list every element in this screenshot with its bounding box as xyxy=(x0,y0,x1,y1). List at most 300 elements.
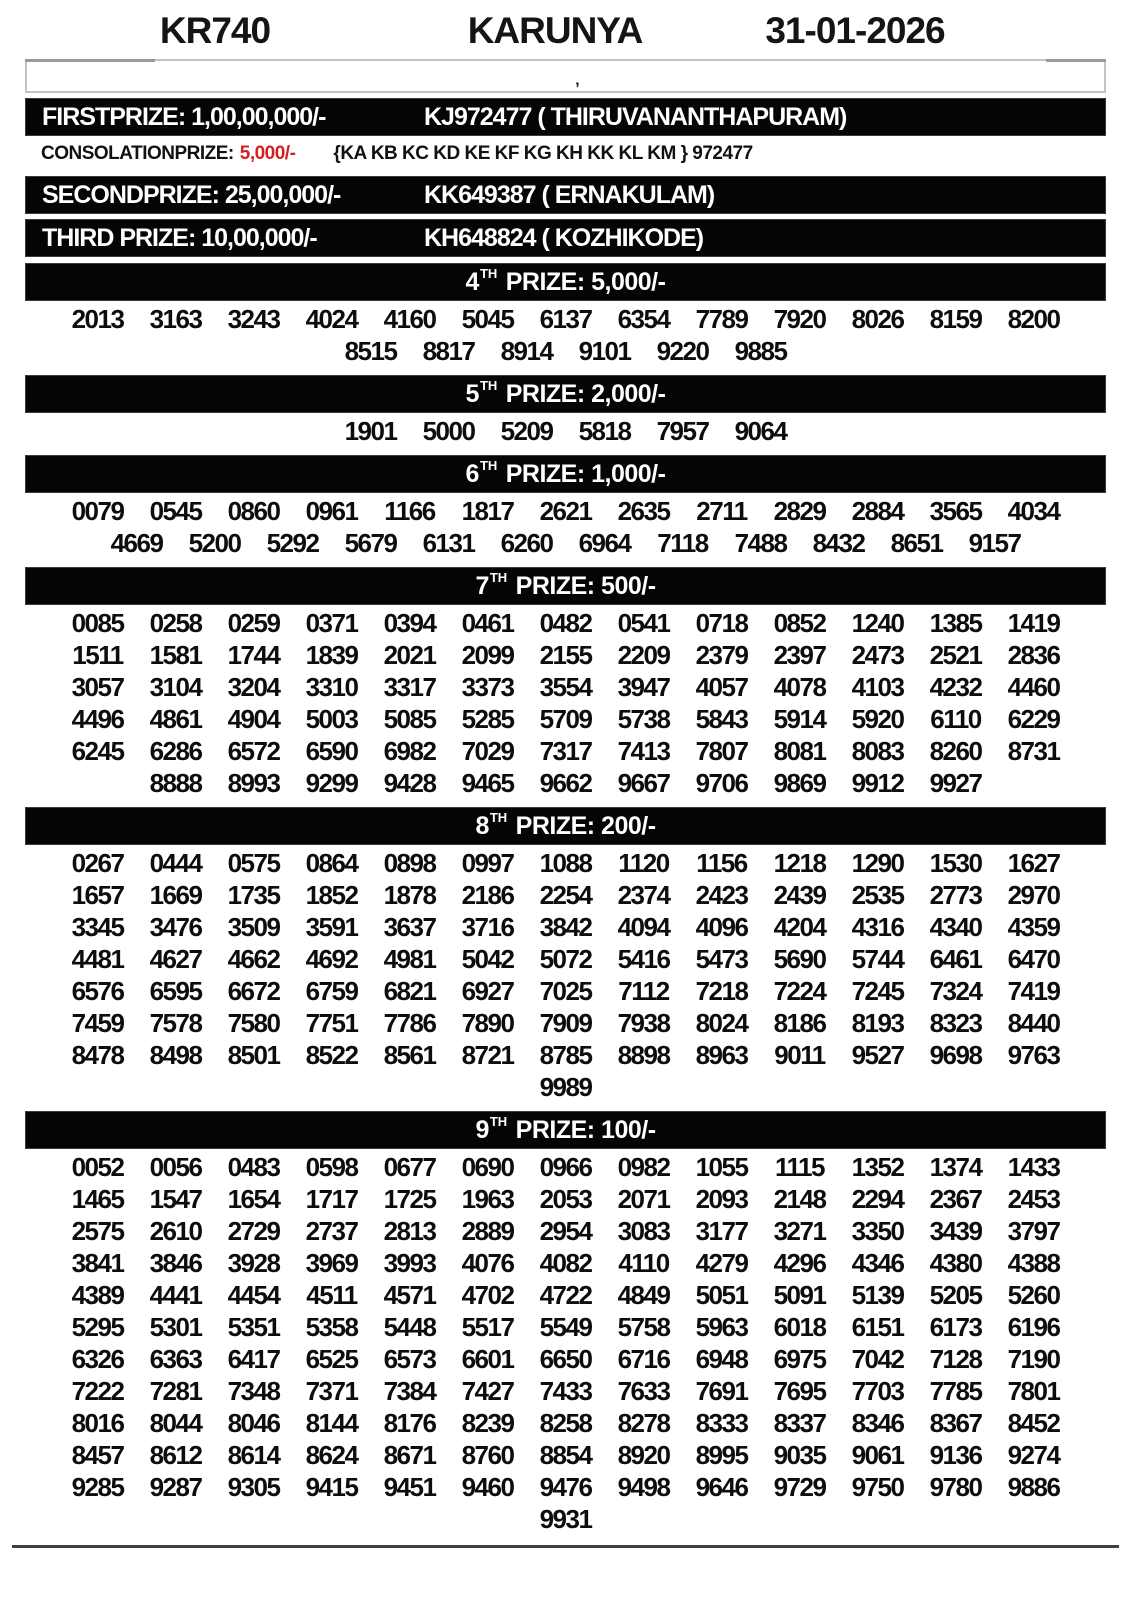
number-row xyxy=(0,303,1131,335)
number-row xyxy=(0,943,1131,975)
prize-number: 6196 xyxy=(1007,1312,1060,1342)
prize-number: 9886 xyxy=(1007,1472,1060,1502)
prize-number: 6672 xyxy=(227,976,280,1006)
prize-number: 7224 xyxy=(773,976,826,1006)
prize-ordinal-suffix: TH xyxy=(489,809,508,825)
prize-number: 8044 xyxy=(149,1408,202,1438)
prize-number: 6821 xyxy=(383,976,436,1006)
number-row xyxy=(0,1151,1131,1183)
prize-title-amount: PRIZE: 500/- xyxy=(509,571,656,600)
prize-6th-numbers xyxy=(0,493,1131,561)
prize-number: 3439 xyxy=(929,1216,982,1246)
prize-number: 5351 xyxy=(227,1312,280,1342)
prize-number: 2155 xyxy=(539,640,592,670)
prize-number: 4078 xyxy=(773,672,826,702)
prize-number: 6590 xyxy=(305,736,358,766)
prize-number: 1088 xyxy=(539,848,592,878)
prize-number: 8920 xyxy=(617,1440,670,1470)
prize-number: 2737 xyxy=(305,1216,358,1246)
prize-number: 2374 xyxy=(617,880,670,910)
prize-number: 1657 xyxy=(71,880,124,910)
prize-number: 6975 xyxy=(773,1344,826,1374)
prize-number: 8854 xyxy=(539,1440,592,1470)
prize-number: 2053 xyxy=(539,1184,592,1214)
prize-number: 6363 xyxy=(149,1344,202,1374)
prize-number: 9780 xyxy=(929,1472,982,1502)
number-row xyxy=(0,847,1131,879)
prize-number: 7786 xyxy=(383,1008,436,1038)
prize-title-amount: PRIZE: 5,000/- xyxy=(499,267,666,296)
prize-section-9th xyxy=(0,1111,1131,1537)
prize-number: 7920 xyxy=(773,304,826,334)
prize-number: 0860 xyxy=(227,496,280,526)
prize-number: 1290 xyxy=(851,848,904,878)
prize-number: 6601 xyxy=(461,1344,514,1374)
prize-number: 3476 xyxy=(149,912,202,942)
prize-number: 7801 xyxy=(1007,1376,1060,1406)
prize-number: 9428 xyxy=(383,768,436,798)
prize-section-6th xyxy=(0,455,1131,561)
prize-number: 9662 xyxy=(539,768,592,798)
prize-number: 2575 xyxy=(71,1216,124,1246)
prize-number: 6245 xyxy=(71,736,124,766)
prize-number: 3310 xyxy=(305,672,358,702)
prize-number: 2836 xyxy=(1007,640,1060,670)
prize-number: 4034 xyxy=(1007,496,1060,526)
first-prize-bar xyxy=(25,98,1106,136)
prize-number: 9729 xyxy=(773,1472,826,1502)
prize-number: 6229 xyxy=(1007,704,1060,734)
prize-number: 2453 xyxy=(1007,1184,1060,1214)
prize-number: 5200 xyxy=(188,528,241,558)
prize-number: 6260 xyxy=(500,528,553,558)
prize-ordinal: 7 xyxy=(475,571,489,600)
prize-number: 4511 xyxy=(306,1280,357,1310)
prize-number: 7459 xyxy=(71,1008,124,1038)
second-prize-label: SECONDPRIZE: 25,00,000/- xyxy=(42,180,341,209)
prize-number: 3243 xyxy=(227,304,280,334)
prize-number: 1166 xyxy=(384,496,435,526)
number-row xyxy=(0,703,1131,735)
prize-number: 1240 xyxy=(851,608,904,638)
prize-number: 5072 xyxy=(539,944,592,974)
prize-number: 5051 xyxy=(695,1280,748,1310)
prize-number: 2813 xyxy=(383,1216,436,1246)
number-row xyxy=(0,1007,1131,1039)
prize-number: 3373 xyxy=(461,672,514,702)
prize-number: 8515 xyxy=(344,336,397,366)
prize-number: 1581 xyxy=(149,640,202,670)
prize-number: 8367 xyxy=(929,1408,982,1438)
prize-number: 1115 xyxy=(775,1152,824,1182)
prize-number: 1717 xyxy=(305,1184,358,1214)
prize-number: 8081 xyxy=(773,736,826,766)
prize-number: 4571 xyxy=(383,1280,436,1310)
prize-number: 8963 xyxy=(695,1040,748,1070)
prize-number: 7419 xyxy=(1007,976,1060,1006)
prize-number: 6137 xyxy=(539,304,592,334)
prize-number: 6286 xyxy=(149,736,202,766)
prize-number: 8612 xyxy=(149,1440,202,1470)
prize-number: 3057 xyxy=(71,672,124,702)
prize-number: 9035 xyxy=(773,1440,826,1470)
prize-number: 6573 xyxy=(383,1344,436,1374)
prize-8th-header xyxy=(25,807,1106,845)
prize-number: 5358 xyxy=(305,1312,358,1342)
prize-number: 9415 xyxy=(305,1472,358,1502)
number-row xyxy=(0,1071,1131,1103)
prize-number: 6572 xyxy=(227,736,280,766)
prize-number: 0444 xyxy=(149,848,202,878)
prize-number: 7785 xyxy=(929,1376,982,1406)
prize-number: 3177 xyxy=(695,1216,748,1246)
prize-number: 3204 xyxy=(227,672,280,702)
prize-ordinal-suffix: TH xyxy=(489,569,508,585)
prize-number: 9011 xyxy=(774,1040,825,1070)
prize-number: 7190 xyxy=(1007,1344,1060,1374)
prize-number: 3104 xyxy=(149,672,202,702)
consolation-prize-row xyxy=(25,136,1106,171)
prize-number: 3271 xyxy=(773,1216,826,1246)
prize-number: 8144 xyxy=(305,1408,358,1438)
prize-number: 3846 xyxy=(149,1248,202,1278)
prize-number: 8561 xyxy=(383,1040,436,1070)
prize-number: 8337 xyxy=(773,1408,826,1438)
prize-number: 2099 xyxy=(461,640,514,670)
prize-number: 8993 xyxy=(227,768,280,798)
prize-number: 7025 xyxy=(539,976,592,1006)
prize-number: 6927 xyxy=(461,976,514,1006)
prize-number: 9061 xyxy=(851,1440,904,1470)
prize-number: 4692 xyxy=(305,944,358,974)
prize-number: 7703 xyxy=(851,1376,904,1406)
prize-number: 4904 xyxy=(227,704,280,734)
prize-7th-numbers xyxy=(0,605,1131,801)
prize-number: 8914 xyxy=(500,336,553,366)
prize-number: 6470 xyxy=(1007,944,1060,974)
prize-number: 4346 xyxy=(851,1248,904,1278)
prize-number: 5963 xyxy=(695,1312,748,1342)
prize-number: 4702 xyxy=(461,1280,514,1310)
prize-number: 2889 xyxy=(461,1216,514,1246)
prize-number: 1744 xyxy=(227,640,280,670)
prize-number: 7691 xyxy=(695,1376,748,1406)
lottery-name: KARUNYA xyxy=(467,10,643,51)
prize-number: 2711 xyxy=(696,496,747,526)
prize-number: 7909 xyxy=(539,1008,592,1038)
prize-number: 7371 xyxy=(305,1376,358,1406)
prize-number: 6018 xyxy=(773,1312,826,1342)
number-row xyxy=(0,879,1131,911)
prize-number: 3797 xyxy=(1007,1216,1060,1246)
prize-number: 9927 xyxy=(929,768,982,798)
prize-number: 1385 xyxy=(929,608,982,638)
prize-number: 6759 xyxy=(305,976,358,1006)
prize-ordinal-suffix: TH xyxy=(479,265,498,281)
prize-number: 5003 xyxy=(305,704,358,734)
prize-number: 3083 xyxy=(617,1216,670,1246)
prize-6th-header xyxy=(25,455,1106,493)
prize-number: 2148 xyxy=(773,1184,826,1214)
consolation-amount: 5,000/- xyxy=(239,142,296,164)
prize-number: 4204 xyxy=(773,912,826,942)
number-row xyxy=(0,527,1131,559)
prize-number: 0718 xyxy=(695,608,748,638)
prize-number: 0898 xyxy=(383,848,436,878)
prize-number: 2970 xyxy=(1007,880,1060,910)
prize-number: 7938 xyxy=(617,1008,670,1038)
prize-number: 1725 xyxy=(383,1184,436,1214)
prize-number: 9763 xyxy=(1007,1040,1060,1070)
prize-number: 6110 xyxy=(930,704,981,734)
prize-number: 5914 xyxy=(773,704,826,734)
prize-number: 7128 xyxy=(929,1344,982,1374)
prize-number: 9698 xyxy=(929,1040,982,1070)
prize-number: 0545 xyxy=(149,496,202,526)
prize-number: 2186 xyxy=(461,880,514,910)
number-row xyxy=(0,1279,1131,1311)
prize-ordinal: 4 xyxy=(465,267,479,296)
prize-number: 0575 xyxy=(227,848,280,878)
prize-number: 8452 xyxy=(1007,1408,1060,1438)
prize-number: 3716 xyxy=(461,912,514,942)
prize-number: 4057 xyxy=(695,672,748,702)
prize-number: 8501 xyxy=(227,1040,280,1070)
prize-ordinal: 8 xyxy=(475,811,489,840)
prize-number: 1419 xyxy=(1007,608,1060,638)
prize-number: 4380 xyxy=(929,1248,982,1278)
prize-number: 8498 xyxy=(149,1040,202,1070)
prize-number: 9476 xyxy=(539,1472,592,1502)
prize-number: 3163 xyxy=(149,304,202,334)
prize-ordinal-suffix: TH xyxy=(479,377,498,393)
prize-number: 8176 xyxy=(383,1408,436,1438)
prize-ordinal: 9 xyxy=(475,1115,489,1144)
prize-number: 8440 xyxy=(1007,1008,1060,1038)
prize-number: 2209 xyxy=(617,640,670,670)
prize-number: 3993 xyxy=(383,1248,436,1278)
number-row xyxy=(0,1343,1131,1375)
consolation-series-list: {KA KB KC KD KE KF KG KH KK KL KM } 972477 xyxy=(333,142,753,164)
prize-number: 9299 xyxy=(305,768,358,798)
prize-number: 6982 xyxy=(383,736,436,766)
prize-number: 8671 xyxy=(383,1440,436,1470)
prize-number: 1963 xyxy=(461,1184,514,1214)
prize-number: 9220 xyxy=(656,336,709,366)
prize-number: 3554 xyxy=(539,672,592,702)
prize-number: 6650 xyxy=(539,1344,592,1374)
prize-number: 9885 xyxy=(734,336,787,366)
first-prize-winner: KJ972477 ( THIRUVANANTHAPURAM) xyxy=(424,102,847,131)
prize-number: 2254 xyxy=(539,880,592,910)
prize-number: 1654 xyxy=(227,1184,280,1214)
prize-number: 6326 xyxy=(71,1344,124,1374)
prize-number: 0864 xyxy=(305,848,358,878)
prize-number: 4024 xyxy=(305,304,358,334)
prize-number: 4094 xyxy=(617,912,670,942)
prize-number: 7042 xyxy=(851,1344,904,1374)
number-row xyxy=(0,975,1131,1007)
prize-number: 5758 xyxy=(617,1312,670,1342)
third-prize-winner: KH648824 ( KOZHIKODE) xyxy=(424,223,704,252)
prize-number: 9527 xyxy=(851,1040,904,1070)
prize-number: 2729 xyxy=(227,1216,280,1246)
prize-number: 7633 xyxy=(617,1376,670,1406)
prize-number: 8457 xyxy=(71,1440,124,1470)
prize-number: 7348 xyxy=(227,1376,280,1406)
prize-number: 5045 xyxy=(461,304,514,334)
prize-number: 9931 xyxy=(539,1504,592,1534)
prize-number: 3345 xyxy=(71,912,124,942)
prize-number: 8522 xyxy=(305,1040,358,1070)
prize-number: 8995 xyxy=(695,1440,748,1470)
prize-number: 5473 xyxy=(695,944,748,974)
prize-number: 4481 xyxy=(71,944,124,974)
prize-title-amount: PRIZE: 2,000/- xyxy=(499,379,666,408)
prize-number: 9465 xyxy=(461,768,514,798)
prize-4th-header xyxy=(25,263,1106,301)
prize-number: 2635 xyxy=(617,496,670,526)
prize-number: 4389 xyxy=(71,1280,124,1310)
prize-number: 1055 xyxy=(695,1152,748,1182)
prize-number: 6461 xyxy=(929,944,982,974)
second-prize-winner: KK649387 ( ERNAKULAM) xyxy=(424,180,715,209)
prize-number: 1852 xyxy=(305,880,358,910)
prize-number: 1218 xyxy=(773,848,826,878)
number-row xyxy=(0,1183,1131,1215)
prize-number: 7118 xyxy=(657,528,708,558)
prize-number: 9305 xyxy=(227,1472,280,1502)
prize-number: 0982 xyxy=(617,1152,670,1182)
prize-number: 4849 xyxy=(617,1280,670,1310)
prize-number: 2423 xyxy=(695,880,748,910)
prize-number: 8239 xyxy=(461,1408,514,1438)
prize-number: 5448 xyxy=(383,1312,436,1342)
prize-number: 5000 xyxy=(422,416,475,446)
prize-number: 1817 xyxy=(461,496,514,526)
prize-number: 8614 xyxy=(227,1440,280,1470)
prize-number: 0052 xyxy=(71,1152,124,1182)
prize-number: 8651 xyxy=(890,528,943,558)
prize-number: 0258 xyxy=(149,608,202,638)
prize-number: 8016 xyxy=(71,1408,124,1438)
prize-number: 0966 xyxy=(539,1152,592,1182)
prize-number: 1839 xyxy=(305,640,358,670)
prize-number: 7245 xyxy=(851,976,904,1006)
number-row xyxy=(0,1471,1131,1503)
prize-number: 6576 xyxy=(71,976,124,1006)
prize-number: 9136 xyxy=(929,1440,982,1470)
prize-number: 8432 xyxy=(812,528,865,558)
prize-number: 5295 xyxy=(71,1312,124,1342)
prize-number: 2773 xyxy=(929,880,982,910)
prize-number: 4076 xyxy=(461,1248,514,1278)
prize-number: 3509 xyxy=(227,912,280,942)
prize-number: 2093 xyxy=(695,1184,748,1214)
prize-number: 2610 xyxy=(149,1216,202,1246)
number-row xyxy=(0,1503,1131,1535)
number-row xyxy=(0,1215,1131,1247)
prize-number: 1156 xyxy=(696,848,747,878)
prize-number: 9460 xyxy=(461,1472,514,1502)
prize-number: 1374 xyxy=(929,1152,982,1182)
prize-number: 0677 xyxy=(383,1152,436,1182)
prize-number: 9274 xyxy=(1007,1440,1060,1470)
prize-ordinal-suffix: TH xyxy=(479,457,498,473)
prize-number: 8333 xyxy=(695,1408,748,1438)
prize-number: 9287 xyxy=(149,1472,202,1502)
prize-number: 2367 xyxy=(929,1184,982,1214)
prize-number: 0085 xyxy=(71,608,124,638)
number-row xyxy=(0,735,1131,767)
prize-number: 1627 xyxy=(1007,848,1060,878)
prize-number: 4460 xyxy=(1007,672,1060,702)
prize-number: 7578 xyxy=(149,1008,202,1038)
prize-number: 0961 xyxy=(305,496,358,526)
prize-number: 0541 xyxy=(617,608,670,638)
number-row xyxy=(0,1247,1131,1279)
prize-number: 4441 xyxy=(149,1280,202,1310)
prize-number: 4662 xyxy=(227,944,280,974)
prize-number: 4340 xyxy=(929,912,982,942)
prize-number: 7413 xyxy=(617,736,670,766)
prize-number: 9750 xyxy=(851,1472,904,1502)
prize-number: 3565 xyxy=(929,496,982,526)
prize-number: 7580 xyxy=(227,1008,280,1038)
result-title-row xyxy=(0,0,1131,52)
prize-number: 8278 xyxy=(617,1408,670,1438)
prize-4th-numbers xyxy=(0,301,1131,369)
prize-number: 6173 xyxy=(929,1312,982,1342)
prize-number: 1511 xyxy=(72,640,123,670)
third-prize-bar xyxy=(25,219,1106,257)
prize-number: 0598 xyxy=(305,1152,358,1182)
prize-number: 0997 xyxy=(461,848,514,878)
prize-number: 1735 xyxy=(227,880,280,910)
bottom-divider xyxy=(12,1545,1119,1548)
prize-ordinal: 5 xyxy=(465,379,479,408)
number-row xyxy=(0,1039,1131,1071)
number-row xyxy=(0,607,1131,639)
prize-number: 9498 xyxy=(617,1472,670,1502)
prize-number: 8260 xyxy=(929,736,982,766)
prize-9th-numbers xyxy=(0,1149,1131,1537)
prize-number: 0461 xyxy=(461,608,514,638)
prize-number: 8200 xyxy=(1007,304,1060,334)
prize-number: 7029 xyxy=(461,736,514,766)
prize-number: 3947 xyxy=(617,672,670,702)
prize-number: 8898 xyxy=(617,1040,670,1070)
prize-number: 4279 xyxy=(695,1248,748,1278)
prize-number: 3841 xyxy=(71,1248,124,1278)
prize-number: 5549 xyxy=(539,1312,592,1342)
prize-number: 5920 xyxy=(851,704,904,734)
prize-number: 5209 xyxy=(500,416,553,446)
prize-number: 5744 xyxy=(851,944,904,974)
prize-section-8th xyxy=(0,807,1131,1105)
number-row xyxy=(0,1407,1131,1439)
prize-number: 6151 xyxy=(851,1312,904,1342)
prize-number: 2535 xyxy=(851,880,904,910)
prize-number: 4082 xyxy=(539,1248,592,1278)
prize-section-7th xyxy=(0,567,1131,801)
prize-number: 9989 xyxy=(539,1072,592,1102)
prize-number: 4160 xyxy=(383,304,436,334)
prize-number: 0079 xyxy=(71,496,124,526)
number-row xyxy=(0,415,1131,447)
prize-number: 0852 xyxy=(773,608,826,638)
prize-number: 2294 xyxy=(851,1184,904,1214)
